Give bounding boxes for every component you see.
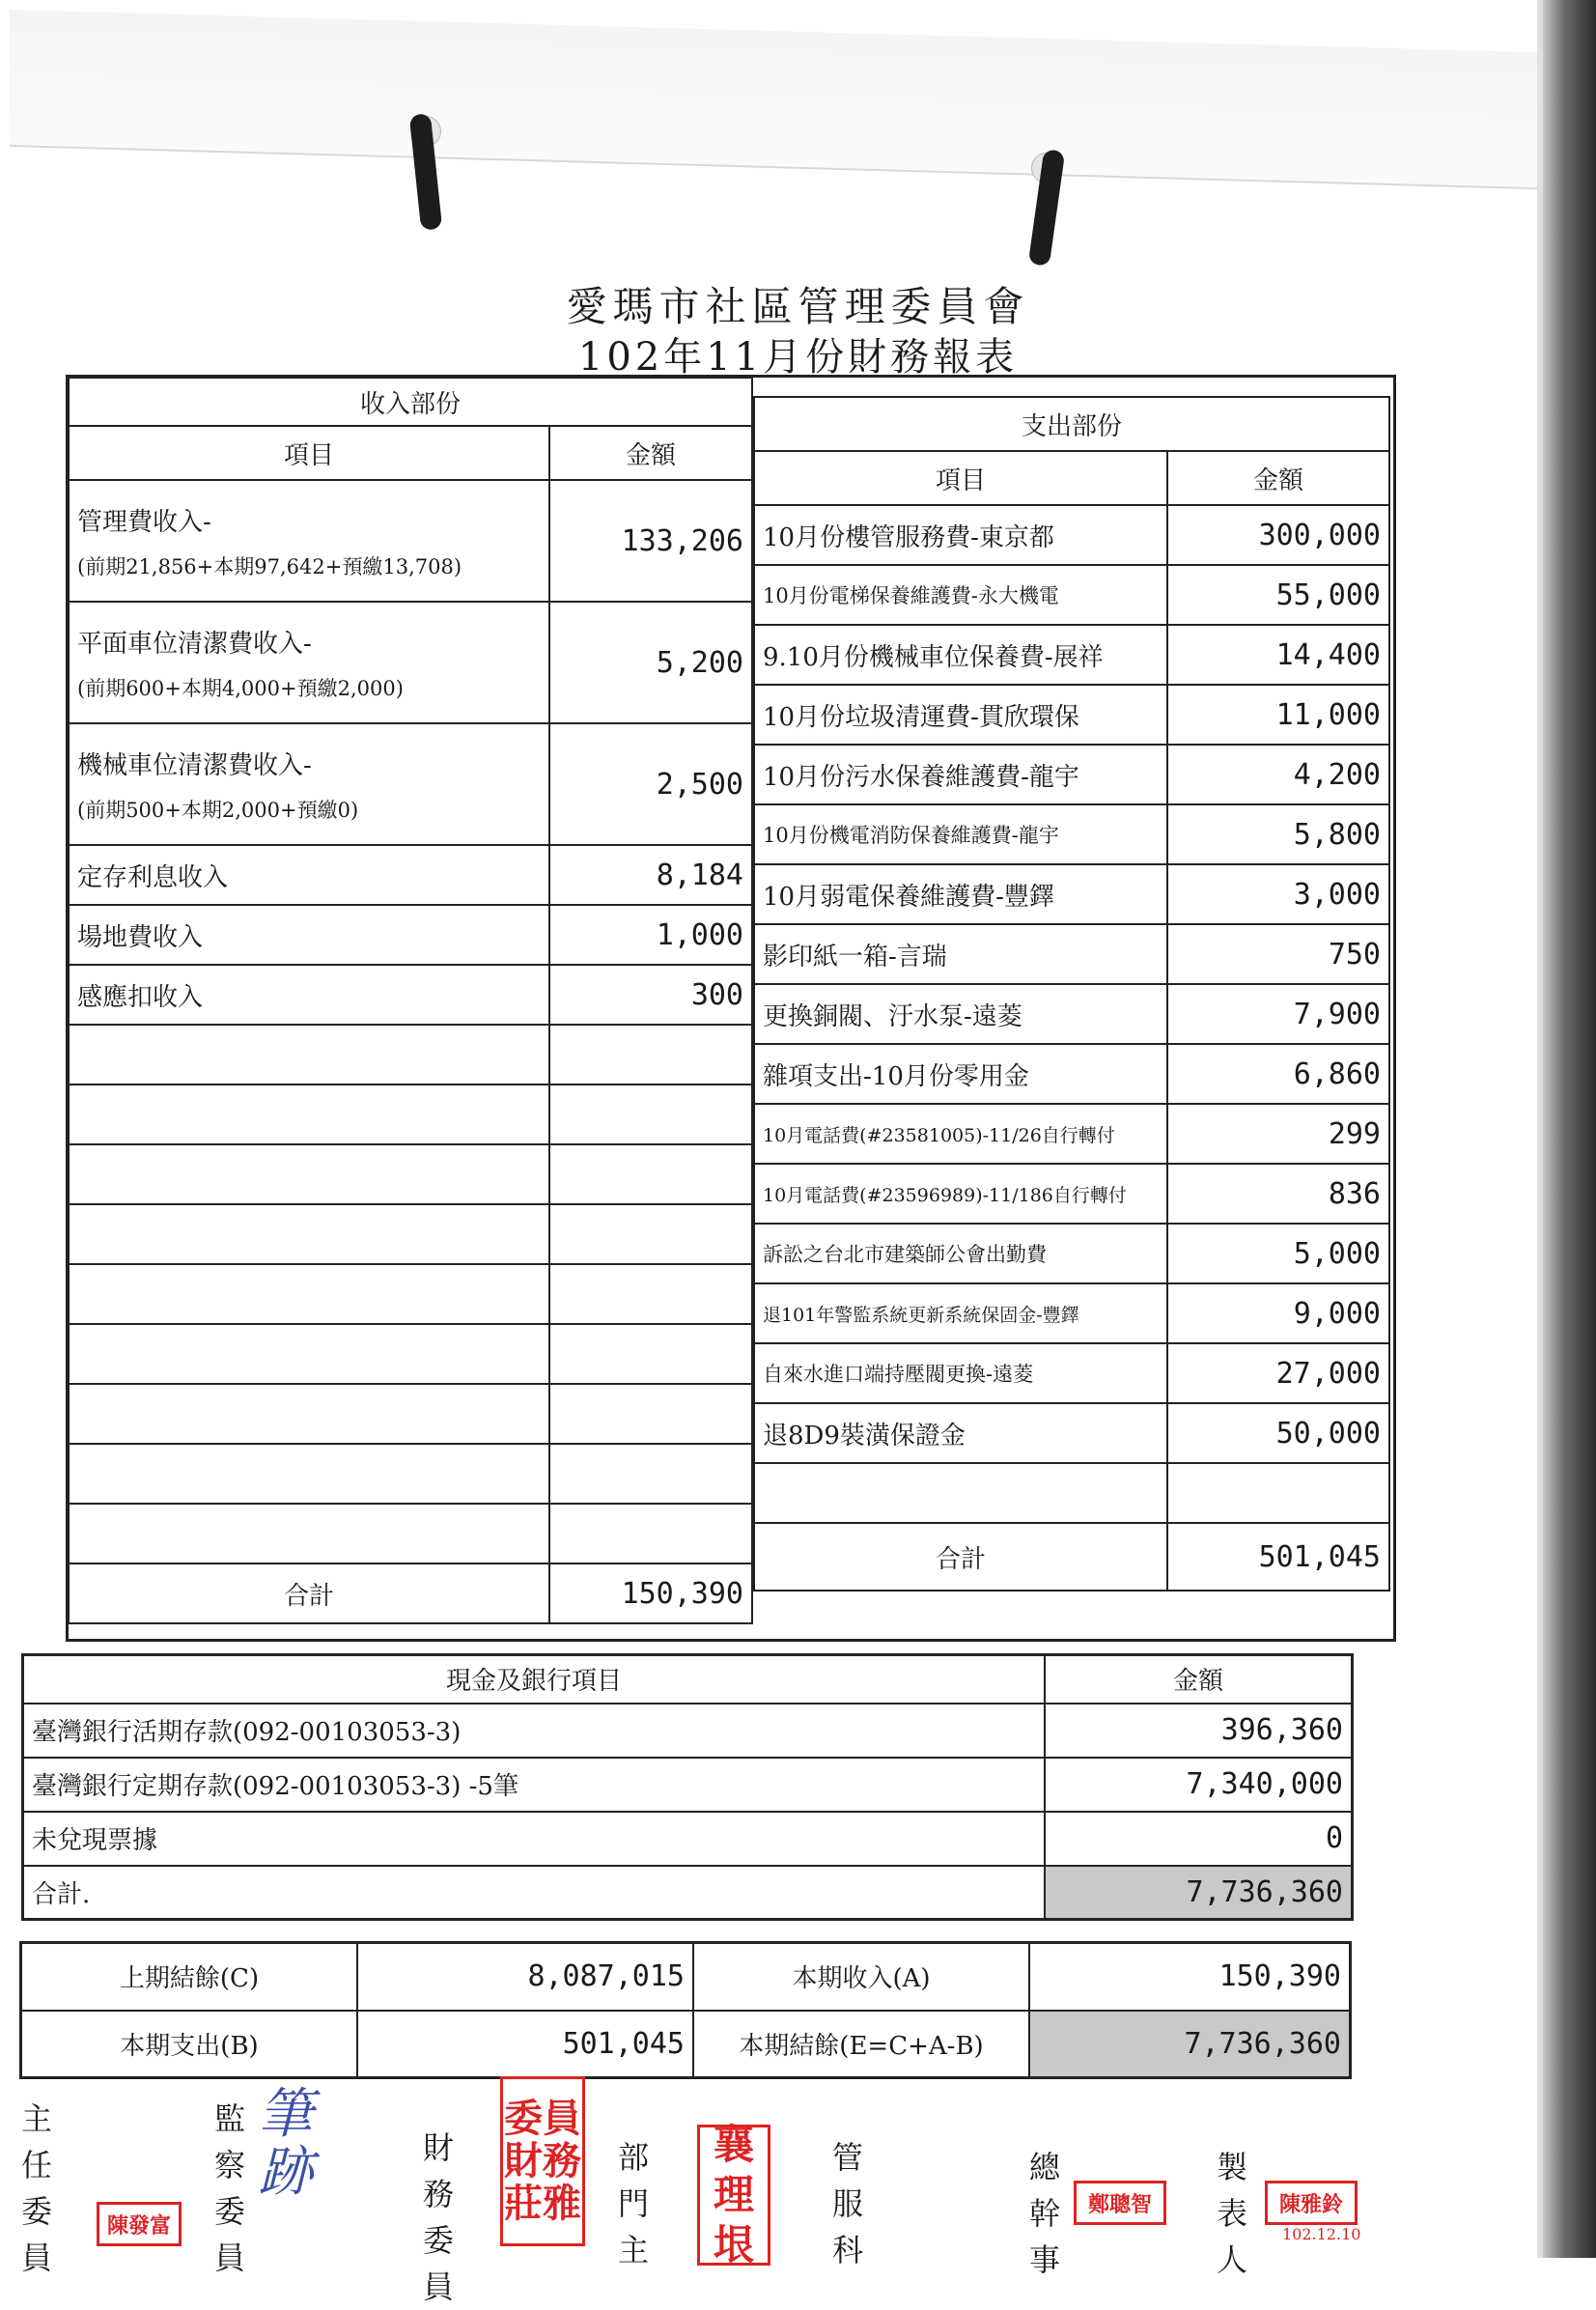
end-balance-label: 本期結餘(E=C+A-B) bbox=[693, 2011, 1029, 2078]
income-item-detail: (前期21,856+本期97,642+預繳13,708) bbox=[77, 554, 462, 578]
cash-total-label: 合計. bbox=[23, 1866, 1046, 1920]
stamp-general: 鄭聰智 bbox=[1074, 2181, 1166, 2225]
income-amount: 8,184 bbox=[549, 845, 752, 905]
income-amount: 1,000 bbox=[549, 905, 752, 965]
empty-cell bbox=[69, 1144, 549, 1204]
empty-cell bbox=[1167, 1463, 1389, 1523]
expense-amount: 5,800 bbox=[1167, 804, 1389, 864]
income-item bbox=[69, 602, 549, 723]
report-subtitle: 102年11月份財務報表 bbox=[577, 335, 1019, 380]
expense-amount: 11,000 bbox=[1167, 685, 1389, 745]
income-amount: 133,206 bbox=[549, 480, 752, 602]
cash-col-item: 現金及銀行項目 bbox=[23, 1655, 1046, 1704]
sig-label-maker: 製表人 bbox=[1216, 2149, 1247, 2278]
sig-label-finance: 財務委員 bbox=[422, 2129, 454, 2305]
empty-cell bbox=[69, 1324, 549, 1384]
expense-col-amount: 金額 bbox=[1167, 451, 1389, 505]
expense-item: 訴訟之台北市建築師公會出勤費 bbox=[754, 1224, 1167, 1283]
empty-cell bbox=[754, 1463, 1167, 1523]
expense-amount: 9,000 bbox=[1167, 1283, 1389, 1343]
income-item-detail: (前期600+本期4,000+預繳2,000) bbox=[77, 676, 404, 700]
income-item-label: 感應扣收入 bbox=[69, 965, 549, 1025]
empty-cell bbox=[549, 1085, 752, 1144]
expense-amount: 27,000 bbox=[1167, 1343, 1389, 1403]
end-balance-value: 7,736,360 bbox=[1029, 2011, 1351, 2078]
income-item-detail: (前期500+本期2,000+預繳0) bbox=[77, 798, 359, 822]
prev-balance-label: 上期結餘(C) bbox=[21, 1943, 358, 2011]
expense-amount: 836 bbox=[1167, 1164, 1389, 1224]
expense-item: 10月份機電消防保養維護費-龍宇 bbox=[754, 804, 1167, 864]
expense-item: 10月弱電保養維護費-豐鐸 bbox=[754, 864, 1167, 924]
cash-item: 未兌現票據 bbox=[23, 1812, 1046, 1866]
report-title: 愛瑪市社區管理委員會 bbox=[566, 283, 1030, 330]
stamp-dept: 襄理垠 bbox=[697, 2125, 770, 2266]
empty-cell bbox=[549, 1504, 752, 1563]
expense-item: 更換銅閥、汙水泵-遠菱 bbox=[754, 984, 1167, 1044]
empty-cell bbox=[549, 1324, 752, 1384]
period-income-value: 150,390 bbox=[1029, 1943, 1351, 2011]
income-total: 150,390 bbox=[549, 1563, 752, 1623]
expense-amount: 55,000 bbox=[1167, 565, 1389, 625]
income-table bbox=[68, 377, 753, 1624]
sig-label-general: 總幹事 bbox=[1028, 2149, 1060, 2278]
stamp-finance: 委員財務莊雅 bbox=[500, 2076, 585, 2246]
income-item-label: 場地費收入 bbox=[69, 905, 549, 965]
empty-cell bbox=[549, 1444, 752, 1504]
empty-cell bbox=[69, 1264, 549, 1324]
expense-amount: 4,200 bbox=[1167, 745, 1389, 804]
income-amount: 300 bbox=[549, 965, 752, 1025]
income-item bbox=[69, 723, 549, 845]
sig-label-chair: 主任委員 bbox=[20, 2100, 52, 2276]
cash-amount: 396,360 bbox=[1045, 1704, 1353, 1758]
binder-page-fold bbox=[10, 10, 1554, 190]
income-col-amount: 金額 bbox=[549, 426, 752, 480]
expense-item: 10月電話費(#23596989)-11/186自行轉付 bbox=[754, 1164, 1167, 1224]
empty-cell bbox=[549, 1264, 752, 1324]
expense-item: 退8D9裝潢保證金 bbox=[754, 1403, 1167, 1463]
income-item bbox=[69, 480, 549, 602]
sig-label-mgmt: 管服科 bbox=[831, 2139, 863, 2268]
cash-bank-table bbox=[21, 1653, 1354, 1921]
empty-cell bbox=[69, 1025, 549, 1085]
expense-item: 10月電話費(#23581005)-11/26自行轉付 bbox=[754, 1104, 1167, 1164]
income-item-label: 定存利息收入 bbox=[69, 845, 549, 905]
empty-cell bbox=[549, 1144, 752, 1204]
expense-item: 10月份垃圾清運費-貫欣環保 bbox=[754, 685, 1167, 745]
expense-item: 退101年警監系統更新系統保固金-豐鐸 bbox=[754, 1283, 1167, 1343]
expense-amount: 300,000 bbox=[1167, 505, 1389, 565]
empty-cell bbox=[549, 1384, 752, 1444]
expense-item: 9.10月份機械車位保養費-展祥 bbox=[754, 625, 1167, 685]
expense-amount: 299 bbox=[1167, 1104, 1389, 1164]
income-item-label: 機械車位清潔費收入- bbox=[77, 750, 312, 780]
period-income-label: 本期收入(A) bbox=[693, 1943, 1029, 2011]
income-amount: 2,500 bbox=[549, 723, 752, 845]
empty-cell bbox=[69, 1504, 549, 1563]
expense-col-item: 項目 bbox=[754, 451, 1167, 505]
signature-scribble: 筆 跡 bbox=[259, 2083, 313, 2204]
expense-amount: 14,400 bbox=[1167, 625, 1389, 685]
expense-total-label: 合計 bbox=[754, 1523, 1167, 1591]
income-item-label: 管理費收入- bbox=[77, 507, 211, 537]
expense-table bbox=[753, 396, 1390, 1592]
cash-amount: 7,340,000 bbox=[1045, 1758, 1353, 1812]
stamp-date: 102.12.10 bbox=[1282, 2225, 1361, 2243]
expense-total: 501,045 bbox=[1167, 1523, 1389, 1591]
cash-item: 臺灣銀行定期存款(092-00103053-3) -5筆 bbox=[23, 1758, 1046, 1812]
stamp-chair: 陳發富 bbox=[97, 2202, 182, 2246]
empty-cell bbox=[69, 1444, 549, 1504]
signature-row bbox=[0, 2083, 1545, 2305]
empty-cell bbox=[549, 1025, 752, 1085]
income-item-label: 平面車位清潔費收入- bbox=[77, 629, 312, 659]
expense-amount: 3,000 bbox=[1167, 864, 1389, 924]
cash-amount: 0 bbox=[1045, 1812, 1353, 1866]
expense-section-header: 支出部份 bbox=[754, 397, 1389, 451]
expense-amount: 5,000 bbox=[1167, 1224, 1389, 1283]
cash-item: 臺灣銀行活期存款(092-00103053-3) bbox=[23, 1704, 1046, 1758]
empty-cell bbox=[69, 1204, 549, 1264]
expense-item: 10月份污水保養維護費-龍宇 bbox=[754, 745, 1167, 804]
expense-amount: 7,900 bbox=[1167, 984, 1389, 1044]
stamp-maker: 陳雅鈴 bbox=[1265, 2181, 1358, 2225]
sig-label-supervisor: 監察委員 bbox=[213, 2100, 245, 2276]
expense-amount: 6,860 bbox=[1167, 1044, 1389, 1104]
expense-item: 雜項支出-10月份零用金 bbox=[754, 1044, 1167, 1104]
balance-summary-table bbox=[19, 1941, 1352, 2079]
period-expense-value: 501,045 bbox=[357, 2011, 693, 2078]
income-section-header: 收入部份 bbox=[69, 378, 752, 426]
income-col-item: 項目 bbox=[69, 426, 549, 480]
empty-cell bbox=[549, 1204, 752, 1264]
cash-total: 7,736,360 bbox=[1045, 1866, 1353, 1920]
expense-item: 自來水進口端持壓閥更換-遠菱 bbox=[754, 1343, 1167, 1403]
expense-item: 10月份電梯保養維護費-永大機電 bbox=[754, 565, 1167, 625]
income-total-label: 合計 bbox=[69, 1563, 549, 1623]
empty-cell bbox=[69, 1384, 549, 1444]
expense-item: 10月份樓管服務費-東京都 bbox=[754, 505, 1167, 565]
expense-amount: 750 bbox=[1167, 924, 1389, 984]
prev-balance-value: 8,087,015 bbox=[357, 1943, 693, 2011]
expense-item: 影印紙一箱-言瑞 bbox=[754, 924, 1167, 984]
income-amount: 5,200 bbox=[549, 602, 752, 723]
cash-col-amount: 金額 bbox=[1045, 1655, 1353, 1704]
sig-label-dept: 部門主 bbox=[617, 2139, 649, 2268]
period-expense-label: 本期支出(B) bbox=[21, 2011, 358, 2078]
expense-amount: 50,000 bbox=[1167, 1403, 1389, 1463]
empty-cell bbox=[69, 1085, 549, 1144]
